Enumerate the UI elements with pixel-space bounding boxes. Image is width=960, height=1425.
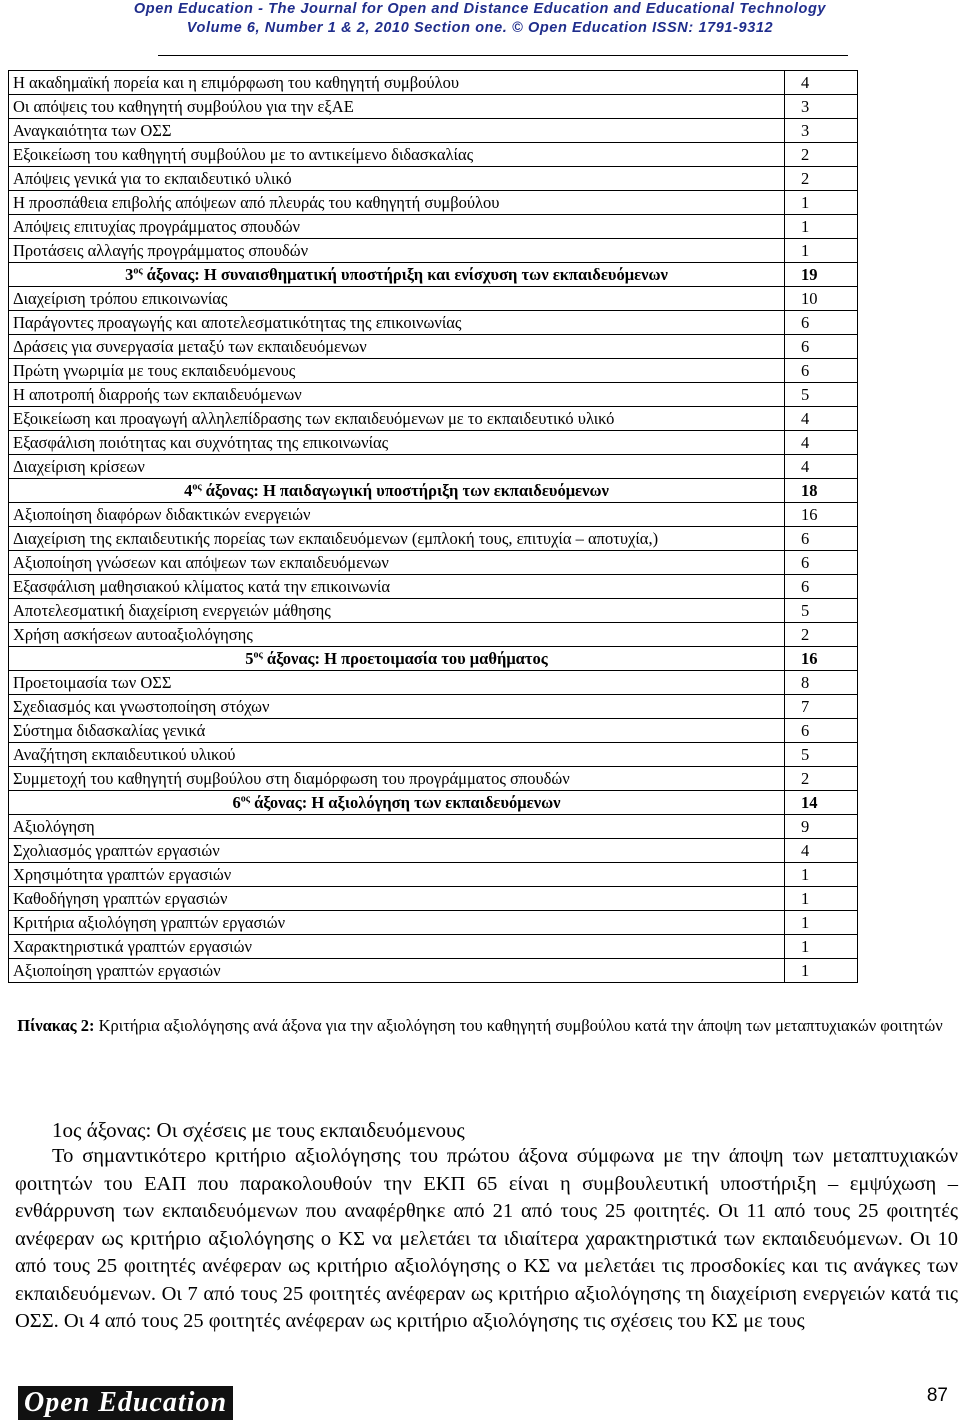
criterion-label: Χρησιμότητα γραπτών εργασιών [9,863,785,887]
table-row [9,767,858,791]
criterion-label: Διαχείριση τρόπου επικοινωνίας [9,287,785,311]
criterion-label: Η αποτροπή διαρροής των εκπαιδευόμενων [9,383,785,407]
table-row [9,239,858,263]
criterion-count: 1 [785,935,858,959]
table-row [9,383,858,407]
caption-label: Πίνακας 2: [17,1016,95,1035]
table-row [9,311,858,335]
table-row [9,815,858,839]
axis-ordinal: ος [133,265,143,277]
table-row [9,719,858,743]
criterion-count: 18 [785,479,858,503]
criterion-label: Εξασφάλιση ποιότητας και συχνότητας της επικοινωνίας [9,431,785,455]
criterion-count: 14 [785,791,858,815]
criterion-count: 6 [785,719,858,743]
table-row [9,551,858,575]
criterion-count: 1 [785,239,858,263]
table-row [9,575,858,599]
table-row [9,167,858,191]
axis-row [9,479,858,503]
criterion-count: 6 [785,359,858,383]
criterion-label: Αναγκαιότητα των ΟΣΣ [9,119,785,143]
axis-title: άξονας: Η αξιολόγηση των εκπαιδευόμενων [249,793,561,812]
table-row [9,431,858,455]
axis-number: 3 [125,265,134,284]
table-row [9,191,858,215]
criterion-count: 19 [785,263,858,287]
journal-header [0,0,960,38]
criterion-count: 6 [785,527,858,551]
header-rule [158,55,848,56]
criterion-count: 10 [785,287,858,311]
criterion-count: 6 [785,551,858,575]
table-row [9,455,858,479]
criterion-count: 7 [785,695,858,719]
table-row [9,935,858,959]
table-row [9,863,858,887]
criterion-label: Κριτήρια αξιολόγηση γραπτών εργασιών [9,911,785,935]
criterion-count: 1 [785,911,858,935]
criterion-label: Εξοικείωση και προαγωγή αλληλεπίδρασης των εκπαιδευόμενων με το εκπαιδευτικό υλικό [9,407,785,431]
criterion-label: Αξιοποίηση γραπτών εργασιών [9,959,785,983]
axis-ordinal: ος [192,481,202,493]
criterion-label: Παράγοντες προαγωγής και αποτελεσματικότητας της επικοινωνίας [9,311,785,335]
axis-number: 6 [232,793,241,812]
axis-number: 5 [245,649,254,668]
criterion-label: Εξοικείωση του καθηγητή συμβούλου με το αντικείμενο διδασκαλίας [9,143,785,167]
criterion-label [9,263,785,287]
table-row [9,887,858,911]
criterion-count: 4 [785,455,858,479]
header-line-1: Open Education - The Journal for Open and Distance Education and Educational Technology [133,1,827,17]
criterion-label: Εξασφάλιση μαθησιακού κλίματος κατά την επικοινωνία [9,575,785,599]
axis-row [9,263,858,287]
table-row [9,143,858,167]
criterion-label: Διαχείριση της εκπαιδευτικής πορείας των εκπαιδευόμενων (εμπλοκή τους, επιτυχία – αποτυχία,) [9,527,785,551]
table-row [9,599,858,623]
criterion-label: Οι απόψεις του καθηγητή συμβούλου για την εξΑΕ [9,95,785,119]
table-row [9,95,858,119]
axis-number: 4 [184,481,193,500]
criterion-count: 1 [785,215,858,239]
criterion-label: Αποτελεσματική διαχείριση ενεργειών μάθησης [9,599,785,623]
criterion-count: 9 [785,815,858,839]
table-row [9,359,858,383]
criterion-count: 16 [785,647,858,671]
axis-title: άξονας: Η παιδαγωγική υποστήριξη των εκπαιδευόμενων [201,481,609,500]
criterion-count: 4 [785,407,858,431]
criterion-count: 3 [785,119,858,143]
table-row [9,911,858,935]
table-row [9,215,858,239]
criterion-label: Η προσπάθεια επιβολής απόψεων από πλευράς του καθηγητή συμβούλου [9,191,785,215]
axis-title: άξονας: Η συναισθηματική υποστήριξη και ενίσχυση των εκπαιδευόμενων [142,265,668,284]
header-line-2: Volume 6, Number 1 & 2, 2010 Section one. © Open Education ISSN: 1791-9312 [186,20,774,36]
criterion-label: Αναζήτηση εκπαιδευτικού υλικού [9,743,785,767]
axis-title: άξονας: Η προετοιμασία του μαθήματος [262,649,548,668]
criteria-table-body [9,71,858,983]
axis-row [9,647,858,671]
criterion-count: 2 [785,143,858,167]
criterion-count: 4 [785,839,858,863]
criterion-label: Η ακαδημαϊκή πορεία και η επιμόρφωση του καθηγητή συμβούλου [9,71,785,95]
criterion-label: Σχεδιασμός και γνωστοποίηση στόχων [9,695,785,719]
criterion-count: 6 [785,335,858,359]
criterion-label: Πρώτη γνωριμία με τους εκπαιδευόμενους [9,359,785,383]
criterion-label: Απόψεις επιτυχίας προγράμματος σπουδών [9,215,785,239]
table-row [9,839,858,863]
page-number: 87 [926,1385,948,1406]
criterion-label: Σύστημα διδασκαλίας γενικά [9,719,785,743]
body-paragraph: Το σημαντικότερο κριτήριο αξιολόγησης του πρώτου άξονα σύμφωνα με την άποψη των μεταπτυχιακών φοιτητών του ΕΑΠ που παρακολουθούν την ΕΚΠ 65 είναι η συμβουλευτική υποστήριξη – εμψύχωση – ενθάρρυνση των εκπαιδευόμενων που αναφέρθηκε από 21 από τους 25 φοιτητές. Οι 11 από τους 25 φοιτητές ανέφεραν ως κριτήριο αξιολόγησης ο ΚΣ να μελετάει τα ιδιαίτερα χαρακτηριστικά των εκπαιδευόμενων. Οι 10 από τους 25 φοιτητές ανέφεραν ως κριτήριο αξιολόγησης ο ΚΣ να μελετάει τις προσδοκίες και τις ανάγκες των εκπαιδευόμενων. Οι 7 από τους 25 φοιτητές ανέφεραν ως κριτήριο αξιολόγησης τη διαχείριση ενεργειών κατά τις ΟΣΣ. Οι 4 από τους 25 φοιτητές ανέφεραν ως κριτήριο αξιολόγησης τις σχέσεις του ΚΣ με τους [15,1145,958,1332]
table-row [9,527,858,551]
table-row [9,287,858,311]
axis-ordinal: ος [240,793,250,805]
table-row [9,119,858,143]
criterion-label [9,479,785,503]
criterion-count: 3 [785,95,858,119]
caption-text: Κριτήρια αξιολόγησης ανά άξονα για την αξιολόγηση του καθηγητή συμβούλου κατά την άποψη των μεταπτυχιακών φοιτητών [94,1016,943,1035]
table-row [9,71,858,95]
table-caption [0,1014,960,1038]
section-subheading: 1ος άξονας: Οι σχέσεις με τους εκπαιδευόμενους [52,1118,465,1142]
criterion-label: Χρήση ασκήσεων αυτοαξιολόγησης [9,623,785,647]
criterion-label: Αξιολόγηση [9,815,785,839]
axis-row [9,791,858,815]
criterion-count: 1 [785,863,858,887]
table-row [9,623,858,647]
criterion-count: 1 [785,959,858,983]
criterion-count: 6 [785,575,858,599]
criterion-count: 8 [785,671,858,695]
table-row [9,335,858,359]
criterion-label: Απόψεις γενικά για το εκπαιδευτικό υλικό [9,167,785,191]
criterion-count: 5 [785,743,858,767]
open-education-logo [18,1386,233,1420]
criterion-label: Σχολιασμός γραπτών εργασιών [9,839,785,863]
table-row [9,695,858,719]
criterion-label: Προετοιμασία των ΟΣΣ [9,671,785,695]
criterion-label: Συμμετοχή του καθηγητή συμβούλου στη διαμόρφωση του προγράμματος σπουδών [9,767,785,791]
criterion-label [9,647,785,671]
table-row [9,503,858,527]
axis-ordinal: ος [253,649,263,661]
criterion-label: Διαχείριση κρίσεων [9,455,785,479]
table-row [9,407,858,431]
criterion-count: 16 [785,503,858,527]
criterion-count: 1 [785,887,858,911]
criterion-count: 2 [785,623,858,647]
table-row [9,671,858,695]
criterion-label [9,791,785,815]
criterion-count: 5 [785,383,858,407]
table-row [9,743,858,767]
criterion-count: 6 [785,311,858,335]
criterion-count: 5 [785,599,858,623]
criterion-label: Αξιοποίηση διαφόρων διδακτικών ενεργειών [9,503,785,527]
criterion-label: Αξιοποίηση γνώσεων και απόψεων των εκπαιδευόμενων [9,551,785,575]
criterion-label: Καθοδήγηση γραπτών εργασιών [9,887,785,911]
logo-text: Open Education [23,1387,228,1418]
criterion-count: 1 [785,191,858,215]
criterion-count: 2 [785,167,858,191]
table-row [9,959,858,983]
criterion-count: 2 [785,767,858,791]
criterion-count: 4 [785,431,858,455]
criterion-label: Δράσεις για συνεργασία μεταξύ των εκπαιδευόμενων [9,335,785,359]
criterion-count: 4 [785,71,858,95]
criterion-label: Χαρακτηριστικά γραπτών εργασιών [9,935,785,959]
criterion-label: Προτάσεις αλλαγής προγράμματος σπουδών [9,239,785,263]
criteria-table [8,70,858,983]
